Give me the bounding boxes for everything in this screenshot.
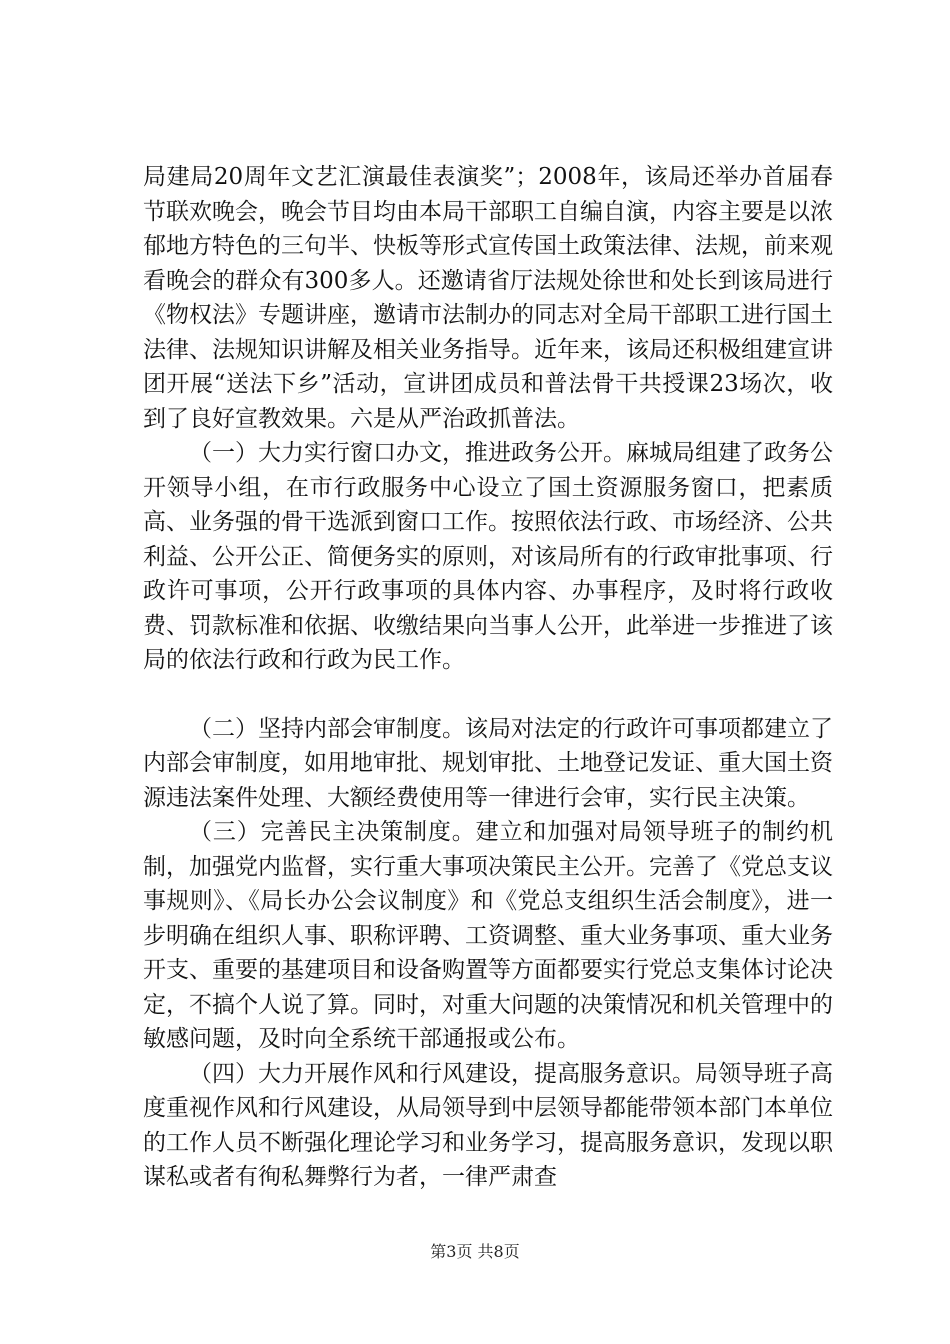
document-body: [143, 160, 833, 1195]
paragraph-intro: 局建局20周年文艺汇演最佳表演奖”；2008年，该局还举办首届春节联欢晚会，晚会节目均由本局干部职工自编自演，内容主要是以浓郁地方特色的三句半、快板等形式宣传国土政策法律、法规，前来观看晚会的群众有300多人。还邀请省厅法规处徐世和处长到该局进行《物权法》专题讲座，邀请市法制办的同志对全局干部职工进行国土法律、法规知识讲解及相关业务指导。近年来，该局还积极组建宣讲团开展“送法下乡”活动，宣讲团成员和普法骨干共授课23场次，收到了良好宣教效果。六是从严治政抓普法。: [143, 164, 833, 432]
paragraph-section-3: （三）完善民主决策制度。建立和加强对局领导班子的制约机制，加强党内监督，实行重大事项决策民主公开。完善了《党总支议事规则》、《局长办公会议制度》和《党总支组织生活会制度》，进一步明确在组织人事、职称评聘、工资调整、重大业务事项、重大业务开支、重要的基建项目和设备购置等方面都要实行党总支集体讨论决定，不搞个人说了算。同时，对重大问题的决策情况和机关管理中的敏感问题，及时向全系统干部通报或公布。: [143, 819, 833, 1052]
paragraph-section-1: （一）大力实行窗口办文，推进政务公开。麻城局组建了政务公开领导小组，在市行政服务中心设立了国土资源服务窗口，把素质高、业务强的骨干选派到窗口工作。按照依法行政、市场经济、公共利益、公开公正、简便务实的原则，对该局所有的行政审批事项、行政许可事项，公开行政事项的具体内容、办事程序，及时将行政收费、罚款标准和依据、收缴结果向当事人公开，此举进一步推进了该局的依法行政和行政为民工作。: [143, 440, 833, 673]
paragraph-section-2: （二）坚持内部会审制度。该局对法定的行政许可事项都建立了内部会审制度，如用地审批、规划审批、土地登记发证、重大国土资源违法案件处理、大额经费使用等一律进行会审，实行民主决策。: [143, 715, 833, 811]
paragraph-section-4: （四）大力开展作风和行风建设，提高服务意识。局领导班子高度重视作风和行风建设，从局领导到中层领导都能带领本部门本单位的工作人员不断强化理论学习和业务学习，提高服务意识，发现以职谋私或者有徇私舞弊行为者，一律严肃查: [143, 1060, 833, 1190]
page-number-footer: 第3页 共8页: [430, 1242, 520, 1261]
